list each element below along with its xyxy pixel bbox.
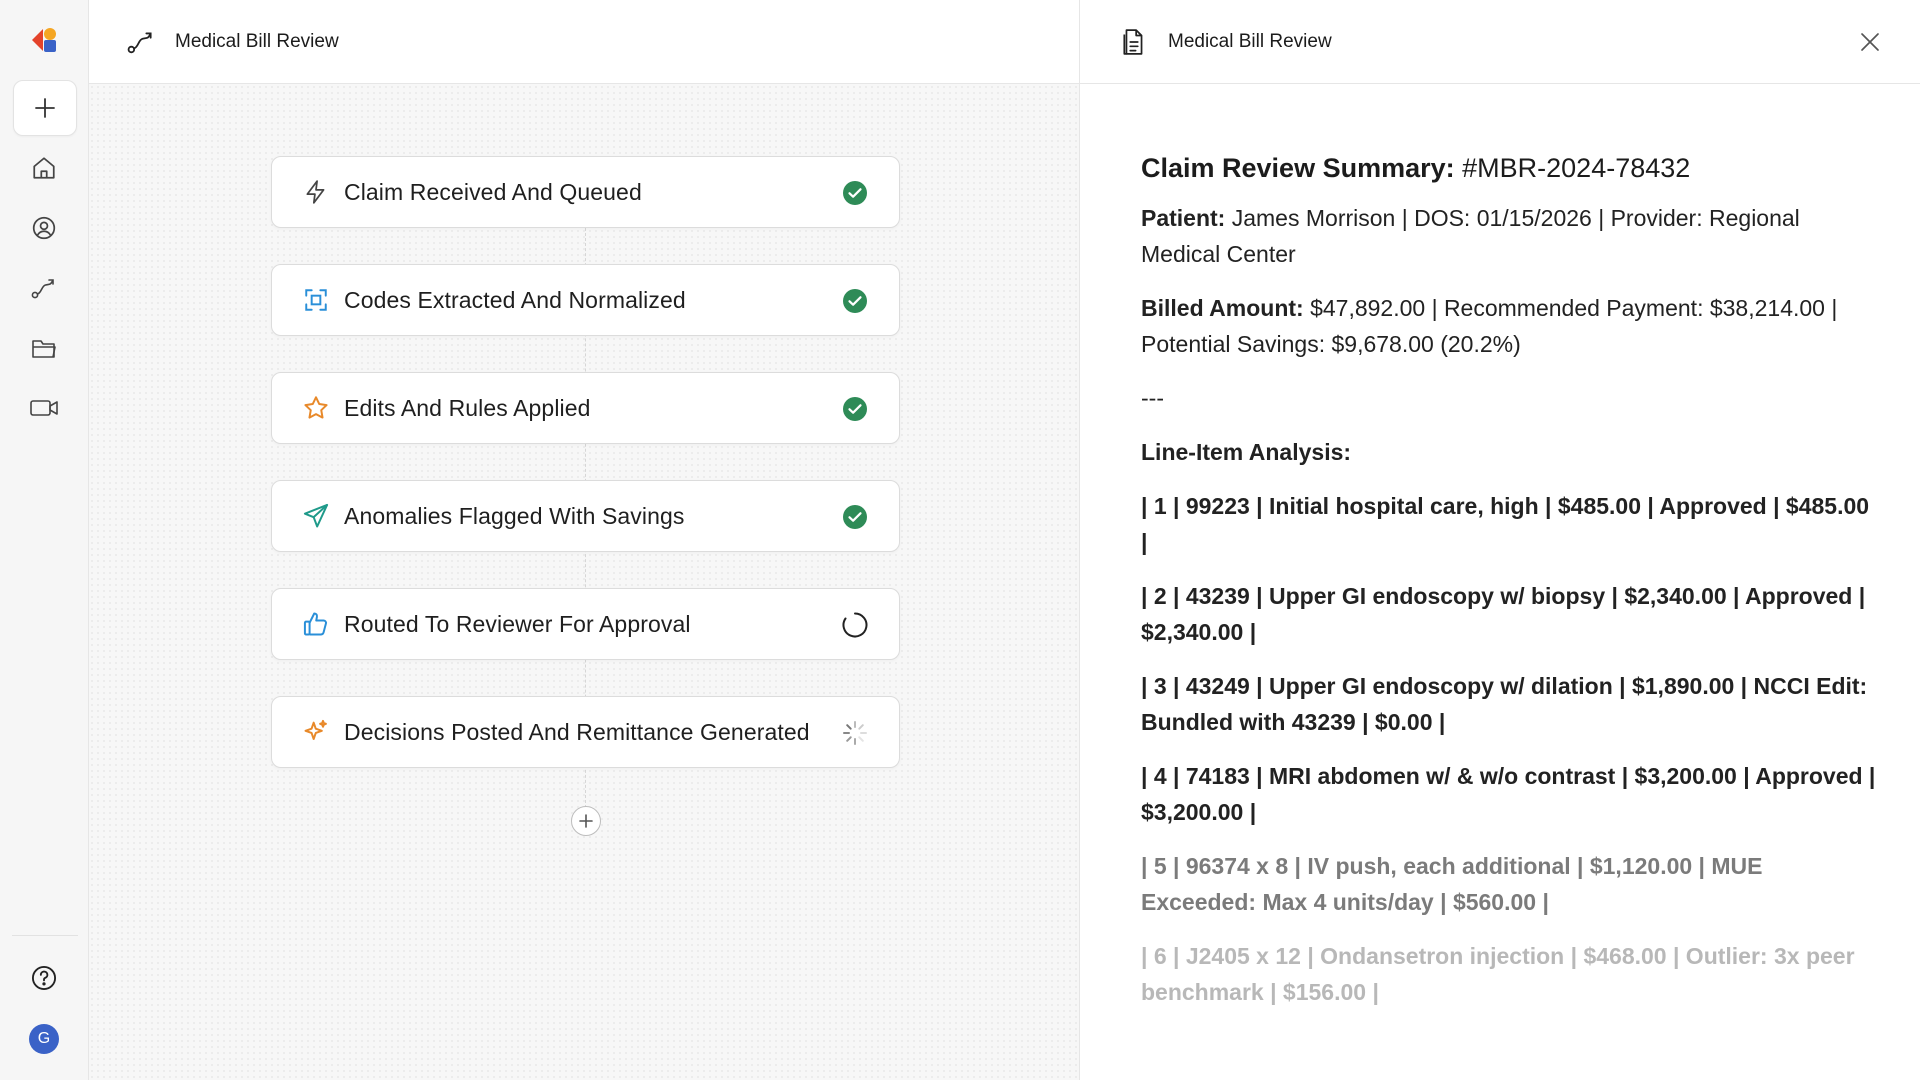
- detail-title: Medical Bill Review: [1168, 30, 1332, 52]
- claim-summary: [1141, 148, 1876, 1028]
- check-circle-icon: [841, 395, 869, 423]
- workflow-icon: [125, 26, 157, 58]
- add-step-button[interactable]: [571, 806, 601, 836]
- plus-icon: [33, 96, 57, 120]
- patient-text: James Morrison | DOS: 01/15/2026 | Provider: Regional Medical Center: [1141, 205, 1800, 267]
- rail-divider: [12, 935, 78, 936]
- summary-label: Claim Review Summary:: [1141, 153, 1455, 183]
- detail-header: [1080, 0, 1920, 84]
- star-icon: [302, 394, 330, 422]
- workflow-step[interactable]: [271, 156, 900, 228]
- claim-id: #MBR-2024-78432: [1462, 153, 1691, 183]
- line-item: | 2 | 43239 | Upper GI endoscopy w/ biopsy | $2,340.00 | Approved | $2,340.00 |: [1141, 583, 1866, 645]
- separator: ---: [1141, 385, 1164, 411]
- workflow-header: [89, 0, 1079, 84]
- left-nav-rail: [0, 0, 89, 1080]
- spinner-icon: [841, 719, 869, 747]
- loading-ring-icon: [841, 611, 869, 639]
- close-button[interactable]: [1856, 28, 1884, 56]
- scan-icon: [302, 286, 330, 314]
- line-item: | 3 | 43249 | Upper GI endoscopy w/ dilation | $1,890.00 | NCCI Edit: Bundled with 43239 | $0.00 |: [1141, 673, 1868, 735]
- workflow-step[interactable]: [271, 480, 900, 552]
- step-label: Anomalies Flagged With Savings: [344, 502, 685, 529]
- check-circle-icon: [841, 287, 869, 315]
- avatar[interactable]: G: [29, 1024, 59, 1054]
- video-icon[interactable]: [28, 392, 60, 424]
- line-item: | 6 | J2405 x 12 | Ondansetron injection | $468.00 | Outlier: 3x peer benchmark | $156.00 |: [1141, 943, 1855, 1005]
- line-item: | 4 | 74183 | MRI abdomen w/ & w/o contrast | $3,200.00 | Approved | $3,200.00 |: [1141, 763, 1876, 825]
- help-circle-icon[interactable]: [28, 962, 60, 994]
- billed-text: $47,892.00 | Recommended Payment: $38,214.00 | Potential Savings: $9,678.00 (20.2%): [1141, 295, 1838, 357]
- workflow-step[interactable]: [271, 696, 900, 768]
- workflow-step[interactable]: [271, 588, 900, 660]
- lightning-icon: [302, 178, 330, 206]
- billed-label: Billed Amount:: [1141, 295, 1304, 321]
- workflow-icon[interactable]: [28, 272, 60, 304]
- document-icon: [1118, 26, 1150, 58]
- page-title: Medical Bill Review: [175, 30, 339, 52]
- workflow-step[interactable]: [271, 372, 900, 444]
- close-icon: [1859, 31, 1881, 53]
- step-label: Routed To Reviewer For Approval: [344, 610, 691, 637]
- detail-pane: [1079, 0, 1920, 1080]
- analysis-heading: Line-Item Analysis:: [1141, 439, 1352, 465]
- plus-icon: [578, 813, 594, 829]
- step-label: Claim Received And Queued: [344, 178, 642, 205]
- thumbs-up-icon: [302, 610, 330, 638]
- folder-icon[interactable]: [28, 332, 60, 364]
- workflow-step[interactable]: [271, 264, 900, 336]
- step-label: Decisions Posted And Remittance Generated: [344, 718, 810, 745]
- check-circle-icon: [841, 179, 869, 207]
- line-item: | 5 | 96374 x 8 | IV push, each additional | $1,120.00 | MUE Exceeded: Max 4 units/day | $560.00 |: [1141, 853, 1763, 915]
- brand-logo-icon[interactable]: [29, 25, 59, 55]
- summary-heading: [1141, 148, 1876, 188]
- patient-info: [1141, 200, 1876, 272]
- check-circle-icon: [841, 503, 869, 531]
- user-circle-icon[interactable]: [28, 212, 60, 244]
- new-button[interactable]: [13, 80, 77, 136]
- send-icon: [302, 502, 330, 530]
- step-label: Edits And Rules Applied: [344, 394, 591, 421]
- home-icon[interactable]: [28, 152, 60, 184]
- step-label: Codes Extracted And Normalized: [344, 286, 686, 313]
- workflow-pane: [89, 0, 1079, 1080]
- line-item: | 1 | 99223 | Initial hospital care, high | $485.00 | Approved | $485.00 |: [1141, 493, 1870, 555]
- sparkle-icon: [302, 718, 330, 746]
- patient-label: Patient:: [1141, 205, 1226, 231]
- billing-info: [1141, 290, 1876, 362]
